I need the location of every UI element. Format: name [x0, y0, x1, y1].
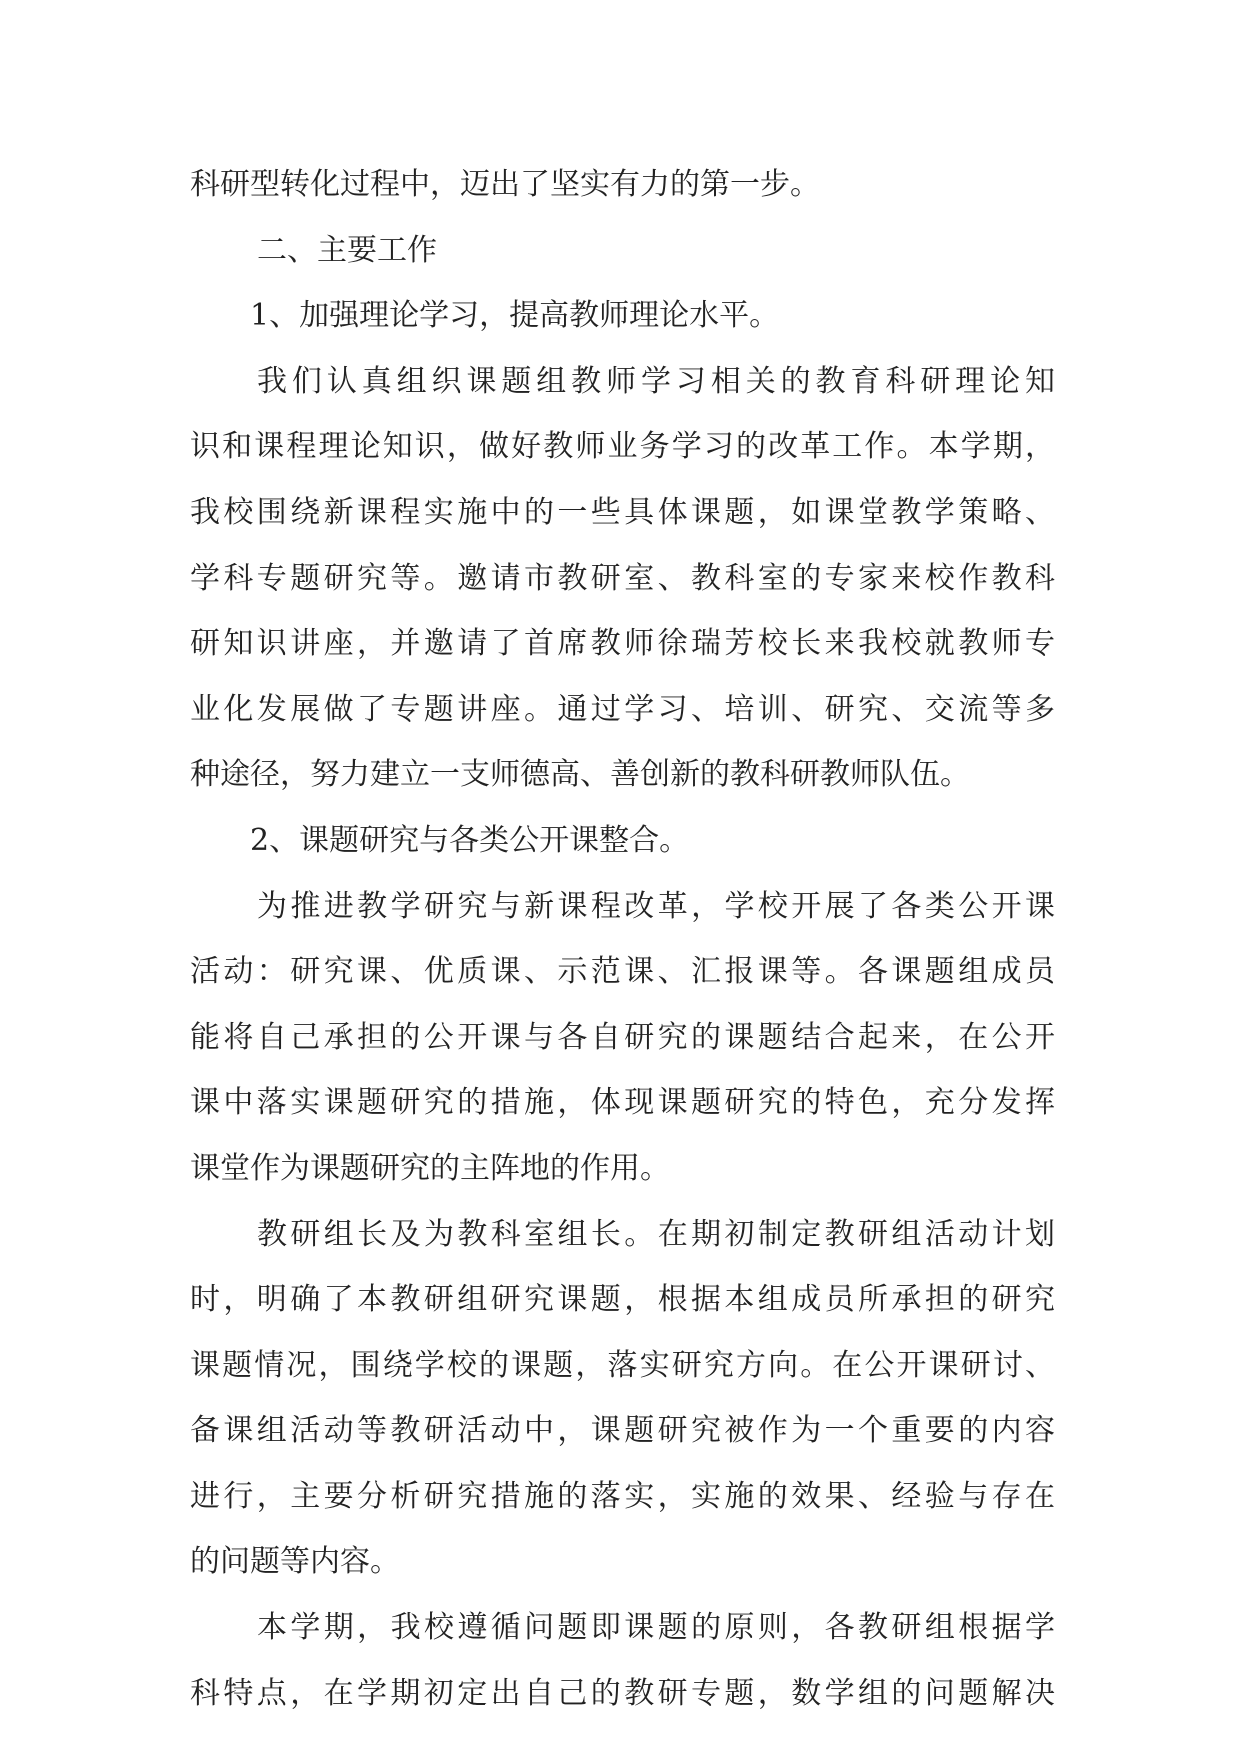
text-line: 进行，主要分析研究措施的落实，实施的效果、经验与存在 [190, 1478, 1055, 1514]
text-line: 时，明确了本教研组研究课题，根据本组成员所承担的研究 [190, 1282, 1055, 1318]
text-line: 为推进教学研究与新课程改革，学校开展了各类公开课 [257, 888, 1055, 924]
text-line: 我校围绕新课程实施中的一些具体课题，如课堂教学策略、 [190, 494, 1055, 530]
text-line: 备课组活动等教研活动中，课题研究被作为一个重要的内容 [190, 1413, 1055, 1449]
document-body [190, 152, 1055, 1726]
subsection-heading: 2、课题研究与各类公开课整合。 [250, 822, 690, 858]
text-line: 科特点，在学期初定出自己的教研专题，数学组的问题解决 [190, 1675, 1055, 1711]
text-line: 研知识讲座，并邀请了首席教师徐瑞芳校长来我校就教师专 [190, 626, 1055, 662]
text-line: 能将自己承担的公开课与各自研究的课题结合起来，在公开 [190, 1019, 1055, 1055]
subsection-heading: 1、加强理论学习，提高教师理论水平。 [250, 298, 780, 334]
text-line: 教研组长及为教科室组长。在期初制定教研组活动计划 [257, 1216, 1055, 1252]
text-line: 学科专题研究等。邀请市教研室、教科室的专家来校作教科 [190, 560, 1055, 596]
text-line: 的问题等内容。 [190, 1544, 400, 1580]
text-line: 活动：研究课、优质课、示范课、汇报课等。各课题组成员 [190, 954, 1055, 990]
text-line: 业化发展做了专题讲座。通过学习、培训、研究、交流等多 [190, 691, 1055, 727]
text-line: 识和课程理论知识，做好教师业务学习的改革工作。本学期， [190, 429, 1055, 465]
text-line: 科研型转化过程中，迈出了坚实有力的第一步。 [190, 167, 820, 202]
text-line: 课中落实课题研究的措施，体现课题研究的特色，充分发挥 [190, 1085, 1055, 1121]
section-heading: 二、主要工作 [257, 232, 437, 268]
text-line: 种途径，努力建立一支师德高、善创新的教科研教师队伍。 [190, 757, 970, 793]
text-line: 课题情况，围绕学校的课题，落实研究方向。在公开课研讨、 [190, 1347, 1055, 1383]
text-line: 本学期，我校遵循问题即课题的原则，各教研组根据学 [257, 1610, 1055, 1646]
text-line: 我们认真组织课题组教师学习相关的教育科研理论知 [257, 363, 1055, 399]
text-line: 课堂作为课题研究的主阵地的作用。 [190, 1150, 670, 1186]
